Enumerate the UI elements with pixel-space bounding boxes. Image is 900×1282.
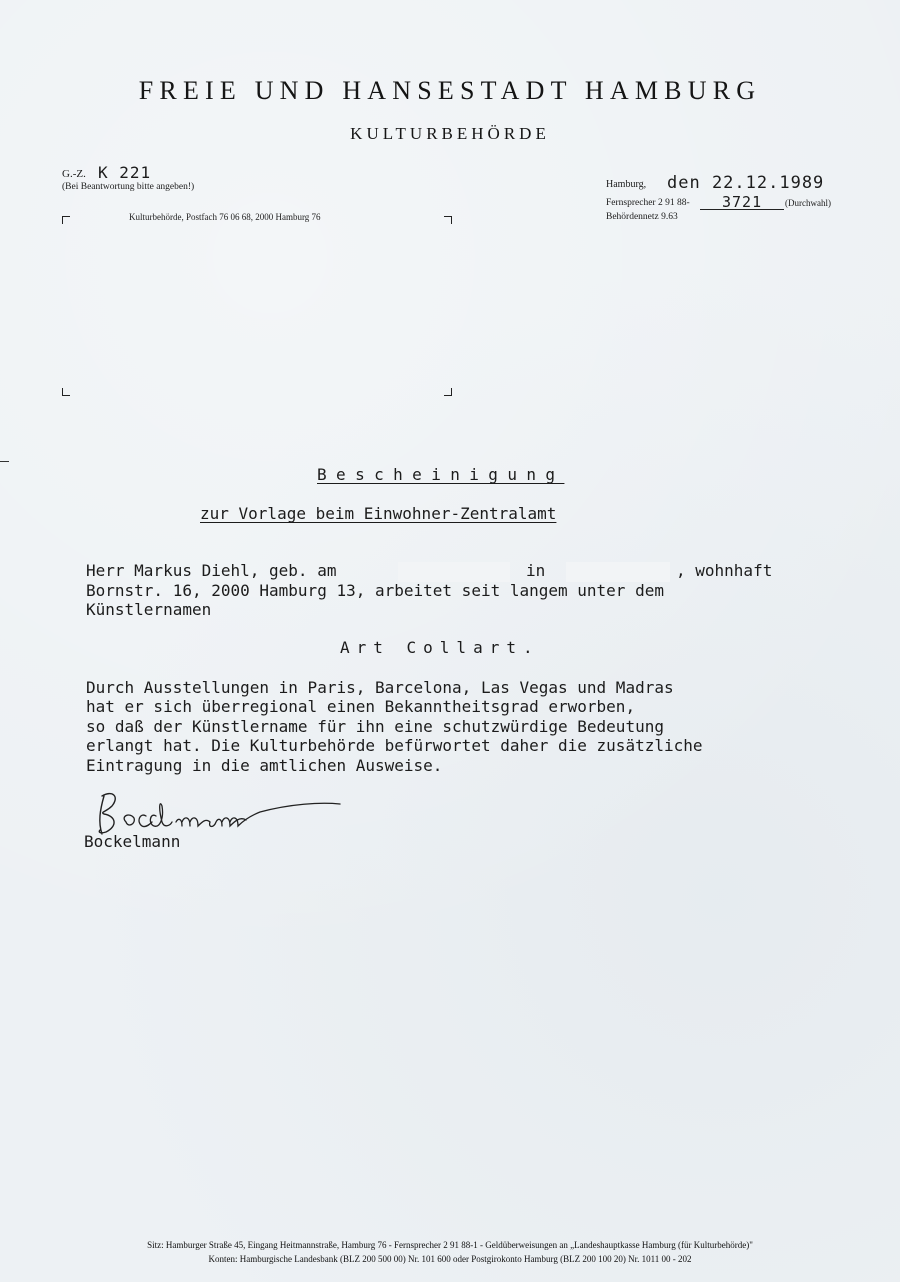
reference-value: K 221 [98, 163, 152, 182]
paragraph1-line1-b: in [526, 561, 546, 580]
phone-label: Fernsprecher 2 91 88- [606, 198, 690, 208]
letter-subtitle: zur Vorlage beim Einwohner-Zentralamt [200, 504, 557, 523]
phone-extension: 3721 [722, 193, 763, 211]
paragraph1-line1-a: Herr Markus Diehl, geb. am [86, 561, 337, 580]
paragraph1-line3: Künstlernamen [86, 600, 212, 619]
paragraph1-line2: Bornstr. 16, 2000 Hamburg 13, arbeitet seit langem unter dem [86, 581, 664, 600]
signatory-name: Bockelmann [84, 832, 181, 851]
reference-note: (Bei Beantwortung bitte angeben!) [62, 182, 195, 192]
letter-date: den 22.12.1989 [667, 173, 825, 193]
paragraph2-line: hat er sich überregional einen Bekanntheitsgrad erworben, [86, 697, 636, 716]
address-window-corner-bottom-left [62, 388, 70, 396]
address-window-corner-top-right [444, 216, 452, 224]
footer-line-accounts: Konten: Hamburgische Landesbank (BLZ 200 500 00) Nr. 101 600 oder Postgirokonto Hamburg (BLZ 200 100 20) Nr. 1011 00 - 202 [208, 1254, 692, 1264]
redacted-birthdate [398, 562, 510, 582]
paragraph2-line: Durch Ausstellungen in Paris, Barcelona, Las Vegas und Madras [86, 678, 674, 697]
redacted-birthplace [566, 562, 670, 582]
authority-network: Behördennetz 9.63 [606, 212, 678, 222]
address-window-corner-bottom-right [444, 388, 452, 396]
fold-mark [0, 461, 9, 462]
paragraph2-line: erlangt hat. Die Kulturbehörde befürwortet daher die zusätzliche [86, 736, 703, 755]
footer-line-address: Sitz: Hamburger Straße 45, Eingang Heitmannstraße, Hamburg 76 - Fernsprecher 2 91 88-1 - Geldüberweisungen an „Landeshauptkasse Hamburg (für Kulturbehörde)" [147, 1240, 753, 1250]
reference-label: G.-Z. [62, 168, 86, 180]
letterhead-authority: FREIE UND HANSESTADT HAMBURG [138, 76, 762, 105]
address-window-corner-top-left [62, 216, 70, 224]
date-place: Hamburg, [606, 179, 647, 190]
paragraph2-line: so daß der Künstlername für ihn eine schutzwürdige Bedeutung [86, 717, 664, 736]
letter-title: Bescheinigung [317, 465, 565, 484]
artist-name: Art Collart. [340, 638, 540, 657]
paragraph1-line1-c: , wohnhaft [676, 561, 773, 580]
paragraph2-line: Eintragung in die amtlichen Ausweise. [86, 756, 443, 775]
phone-suffix: (Durchwahl) [785, 198, 831, 208]
letterhead-department: KULTURBEHÖRDE [350, 124, 550, 143]
sender-address: Kulturbehörde, Postfach 76 06 68, 2000 Hamburg 76 [129, 212, 321, 222]
